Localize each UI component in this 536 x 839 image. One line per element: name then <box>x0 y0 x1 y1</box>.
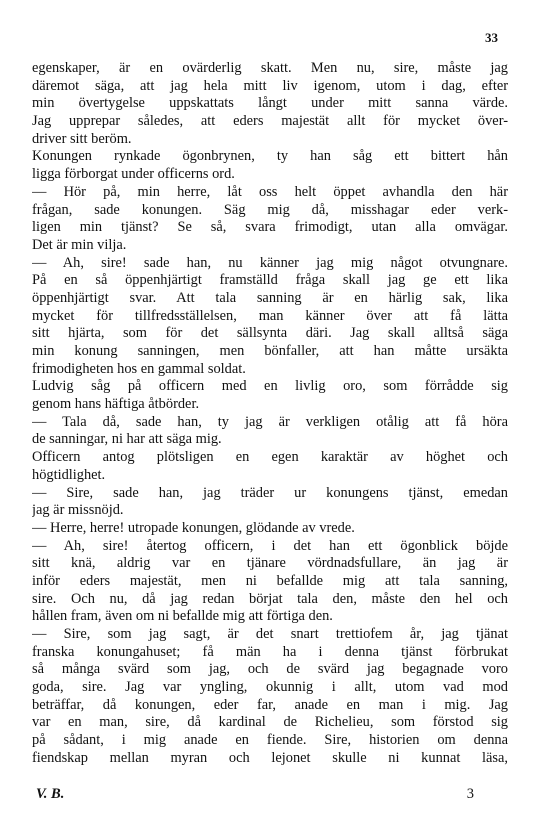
text-line: beträffar, då konungen, eder far, anade en man i mig. Jag <box>32 696 508 713</box>
text-line: — Sire, som jag sagt, är det snart trettiofem år, jag tjänat <box>32 626 508 642</box>
text-line: på sådant, i mig anade en fiende. Sire, historien om denna <box>32 732 508 749</box>
text-line: min konung sanningen, men bönfaller, att han måtte ursäkta <box>32 343 508 359</box>
text-line: däremot säga, att jag hela mitt liv igenom, utom i dag, efter <box>32 77 508 94</box>
text-line: Det är min vilja. <box>32 236 127 253</box>
text-line: driver sitt beröm. <box>32 130 132 147</box>
text-line: fiendskap mellan myran och lejonet skulle ni kunnat läsa, <box>32 749 508 766</box>
text-line: egenskaper, är en ovärderlig skatt. Men nu, sire, måste jag <box>32 60 508 76</box>
text-line: Konungen rynkade ögonbrynen, ty han såg ett bittert hån <box>32 148 508 165</box>
text-line: franska konungahuset; få män ha i denna tjänst förbrukat <box>32 643 508 660</box>
text-line: På en så öppenhjärtigt framställd fråga skall jag ge ett lika <box>32 272 508 289</box>
text-line: sitt knä, aldrig var en tjänare vördnadsfullare, än jag är <box>32 555 508 572</box>
text-line: — Hör på, min herre, låt oss helt öppet avhandla den här <box>32 183 508 200</box>
text-line: sire. Och nu, då jag redan börjat tala den, måste den hel och <box>32 590 508 607</box>
text-line: ligen min tjänst? Se så, svara frimodigt, utan alla omvägar. <box>32 219 508 236</box>
text-line: hållen fram, även om ni befallde mig att förtiga den. <box>32 608 333 625</box>
text-line: — Herre, herre! utropade konungen, glödande av vrede. <box>32 519 355 536</box>
text-line: mycket för tillfredsställelsen, man känner över att få lätta <box>32 307 508 324</box>
page-number: 33 <box>485 30 498 45</box>
text-line: — Ah, sire! sade han, nu känner jag mig något otvungnare. <box>32 254 508 271</box>
text-line: — Ah, sire! återtog officern, i det han ett ögonblick böjde <box>32 537 508 554</box>
text-line: genom hans häftiga åtbörder. <box>32 396 200 413</box>
text-line: jag är missnöjd. <box>32 502 124 519</box>
text-line: Ludvig såg på officern med en livlig oro, som förrådde sig <box>32 378 508 395</box>
text-line: högtidlighet. <box>32 466 106 483</box>
text-line: så många svärd som jag, och de svärd jag begagnade voro <box>32 661 508 678</box>
text-line: ligga förborgat under officerns ord. <box>32 166 235 183</box>
text-line: öppenhjärtigt svar. Att tala sanning är en härlig sak, lika <box>32 289 508 306</box>
footer-sheet-number: 3 <box>466 786 474 802</box>
text-line: var en man, sire, då kardinal de Richelieu, som förstod sig <box>32 714 508 731</box>
text-line: — Sire, sade han, jag träder ur konungens tjänst, emedan <box>32 484 508 501</box>
text-line: sitt hjärta, som för det sällsynta däri. Jag skall alltså säga <box>32 325 508 342</box>
text-line: frimodigheten hos en gammal soldat. <box>32 360 246 377</box>
footer-signature: V. B. <box>36 786 65 802</box>
text-line: — Tala då, sade han, ty jag är verkligen otålig att få höra <box>32 413 508 430</box>
text-line: Officern antog plötsligen en egen karaktär av höghet och <box>32 449 508 466</box>
text-line: de sanningar, ni har att säga mig. <box>32 431 222 448</box>
text-line: min övertygelse uppskattats långt under mitt sanna värde. <box>32 95 508 112</box>
text-line: goda, sire. Jag var yngling, okunnig i allt, utom vad mod <box>32 679 508 696</box>
text-line: Jag upprepar således, att eders majestät allt för mycket över- <box>32 113 508 130</box>
text-line: frågan, sade konungen. Säg mig då, misshagar eder verk- <box>32 201 508 218</box>
body-text <box>32 60 508 768</box>
text-line: inför eders majestät, men ni befallde mig att tala sanning, <box>32 572 508 589</box>
